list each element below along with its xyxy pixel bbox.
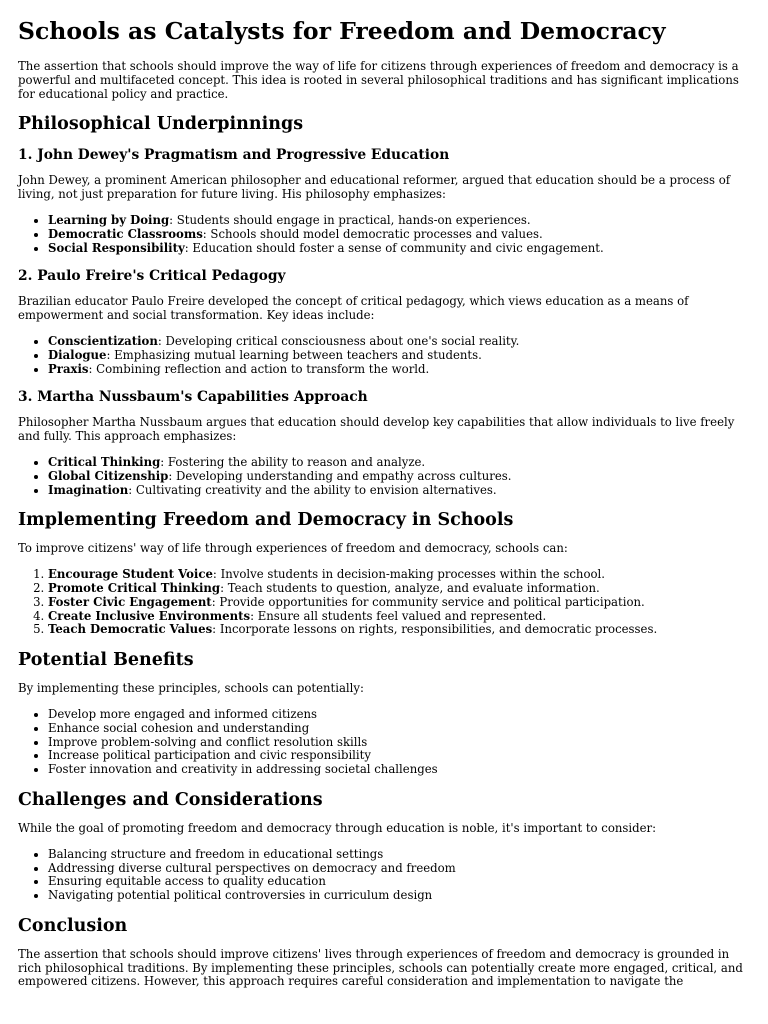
- list-item-desc: : Schools should model democratic processes and values.: [202, 226, 543, 241]
- list-item: [48, 582, 750, 596]
- dewey-list: [18, 214, 750, 255]
- list-item: [48, 335, 750, 349]
- list-item-term: Imagination: [48, 482, 129, 497]
- list-item: [48, 484, 750, 498]
- section-heading-challenges: Challenges and Considerations: [18, 789, 323, 810]
- list-item-term: Foster Civic Engagement: [48, 594, 212, 609]
- list-item: [48, 228, 750, 242]
- list-item: • Improve problem-solving and conflict resolution skills: [48, 736, 750, 750]
- list-item-desc: : Teach students to question, analyze, and evaluate information.: [220, 580, 600, 595]
- list-item-desc: : Cultivating creativity and the ability to envision alternatives.: [128, 482, 497, 497]
- list-item-term: Critical Thinking: [48, 454, 161, 469]
- list-item: [48, 214, 750, 228]
- list-item: • Ensuring equitable access to quality education: [48, 875, 750, 889]
- list-item-desc: : Provide opportunities for community service and political participation.: [211, 594, 645, 609]
- list-item: [48, 596, 750, 610]
- list-item-term: Conscientization: [48, 333, 158, 348]
- list-item: [48, 456, 750, 470]
- freire-paragraph: Brazilian educator Paulo Freire developed the concept of critical pedagogy, which views education as a means of empowerment and social transformation. Key ideas include:: [18, 294, 689, 323]
- challenges-paragraph: While the goal of promoting freedom and democracy through education is noble, it's important to consider:: [18, 820, 657, 835]
- list-item: • Increase political participation and civic responsibility: [48, 749, 750, 763]
- section-heading-benefits: Potential Benefits: [18, 650, 194, 671]
- list-item: [48, 349, 750, 363]
- list-item-term: Democratic Classrooms: [48, 226, 203, 241]
- challenges-list: [18, 848, 750, 903]
- list-item: • Enhance social cohesion and understanding: [48, 722, 750, 736]
- list-item-term: Teach Democratic Values: [48, 622, 213, 637]
- list-item: [48, 623, 750, 637]
- implementing-list: [18, 568, 750, 637]
- subsection-heading-dewey: 1. John Dewey's Pragmatism and Progressive Education: [18, 147, 450, 164]
- list-item: • Addressing diverse cultural perspectives on democracy and freedom: [48, 862, 750, 876]
- nussbaum-list: [18, 456, 750, 497]
- conclusion-paragraph: The assertion that schools should improve citizens' lives through experiences of freedom and democracy is grounded in rich philosophical traditions. By implementing these principles, schools can potentially create more engaged, critical, and empowered citizens. However, this approach requires careful consideration and implementation to navigate the: [18, 946, 743, 989]
- list-item-desc: : Developing understanding and empathy across cultures.: [168, 468, 512, 483]
- list-item-desc: : Emphasizing mutual learning between teachers and students.: [106, 347, 482, 362]
- page-title: Schools as Catalysts for Freedom and Democracy: [18, 17, 666, 45]
- list-item-desc: : Developing critical consciousness about one's social reality.: [157, 333, 520, 348]
- section-heading-philosophical: Philosophical Underpinnings: [18, 114, 304, 135]
- list-item-term: Dialogue: [48, 347, 107, 362]
- intro-paragraph: The assertion that schools should improve the way of life for citizens through experiences of freedom and democracy is a powerful and multifaceted concept. This idea is rooted in several philosophical traditions and has significant implications for educational policy and practice.: [18, 59, 739, 101]
- list-item-desc: : Incorporate lessons on rights, responsibilities, and democratic processes.: [212, 622, 658, 637]
- list-item: [48, 363, 750, 377]
- list-item: [48, 610, 750, 624]
- list-item: • Balancing structure and freedom in educational settings: [48, 848, 750, 862]
- benefits-list: [18, 708, 750, 777]
- list-item-desc: : Students should engage in practical, hands-on experiences.: [169, 212, 531, 227]
- list-item-term: Create Inclusive Environments: [48, 608, 251, 623]
- section-heading-implementing: Implementing Freedom and Democracy in Schools: [18, 510, 514, 531]
- list-item-desc: : Education should foster a sense of community and civic engagement.: [184, 240, 604, 255]
- list-item-term: Praxis: [48, 361, 89, 376]
- list-item: [48, 242, 750, 256]
- dewey-paragraph: John Dewey, a prominent American philosopher and educational reformer, argued that education should be a process of living, not just preparation for future living. His philosophy emphasizes:: [18, 173, 731, 202]
- section-heading-conclusion: Conclusion: [18, 915, 128, 936]
- nussbaum-paragraph: Philosopher Martha Nussbaum argues that education should develop key capabilities that allow individuals to live freely and fully. This approach emphasizes:: [18, 415, 735, 444]
- list-item-desc: : Ensure all students feel valued and represented.: [250, 608, 547, 623]
- subsection-heading-freire: 2. Paulo Freire's Critical Pedagogy: [18, 268, 286, 285]
- list-item: [48, 470, 750, 484]
- list-item-term: Global Citizenship: [48, 468, 169, 483]
- list-item-desc: : Fostering the ability to reason and analyze.: [160, 454, 426, 469]
- subsection-heading-nussbaum: 3. Martha Nussbaum's Capabilities Approach: [18, 389, 368, 406]
- list-item-term: Promote Critical Thinking: [48, 580, 221, 595]
- list-item: [48, 568, 750, 582]
- list-item-term: Social Responsibility: [48, 240, 185, 255]
- list-item-desc: : Combining reflection and action to transform the world.: [88, 361, 430, 376]
- list-item: • Foster innovation and creativity in addressing societal challenges: [48, 763, 750, 777]
- list-item-term: Learning by Doing: [48, 212, 170, 227]
- list-item: • Develop more engaged and informed citizens: [48, 708, 750, 722]
- list-item: • Navigating potential political controversies in curriculum design: [48, 889, 750, 903]
- list-item-term: Encourage Student Voice: [48, 567, 213, 582]
- implementing-paragraph: To improve citizens' way of life through experiences of freedom and democracy, schools can:: [18, 541, 568, 556]
- benefits-paragraph: By implementing these principles, schools can potentially:: [18, 681, 364, 696]
- list-item-desc: : Involve students in decision-making processes within the school.: [212, 567, 605, 582]
- freire-list: [18, 335, 750, 376]
